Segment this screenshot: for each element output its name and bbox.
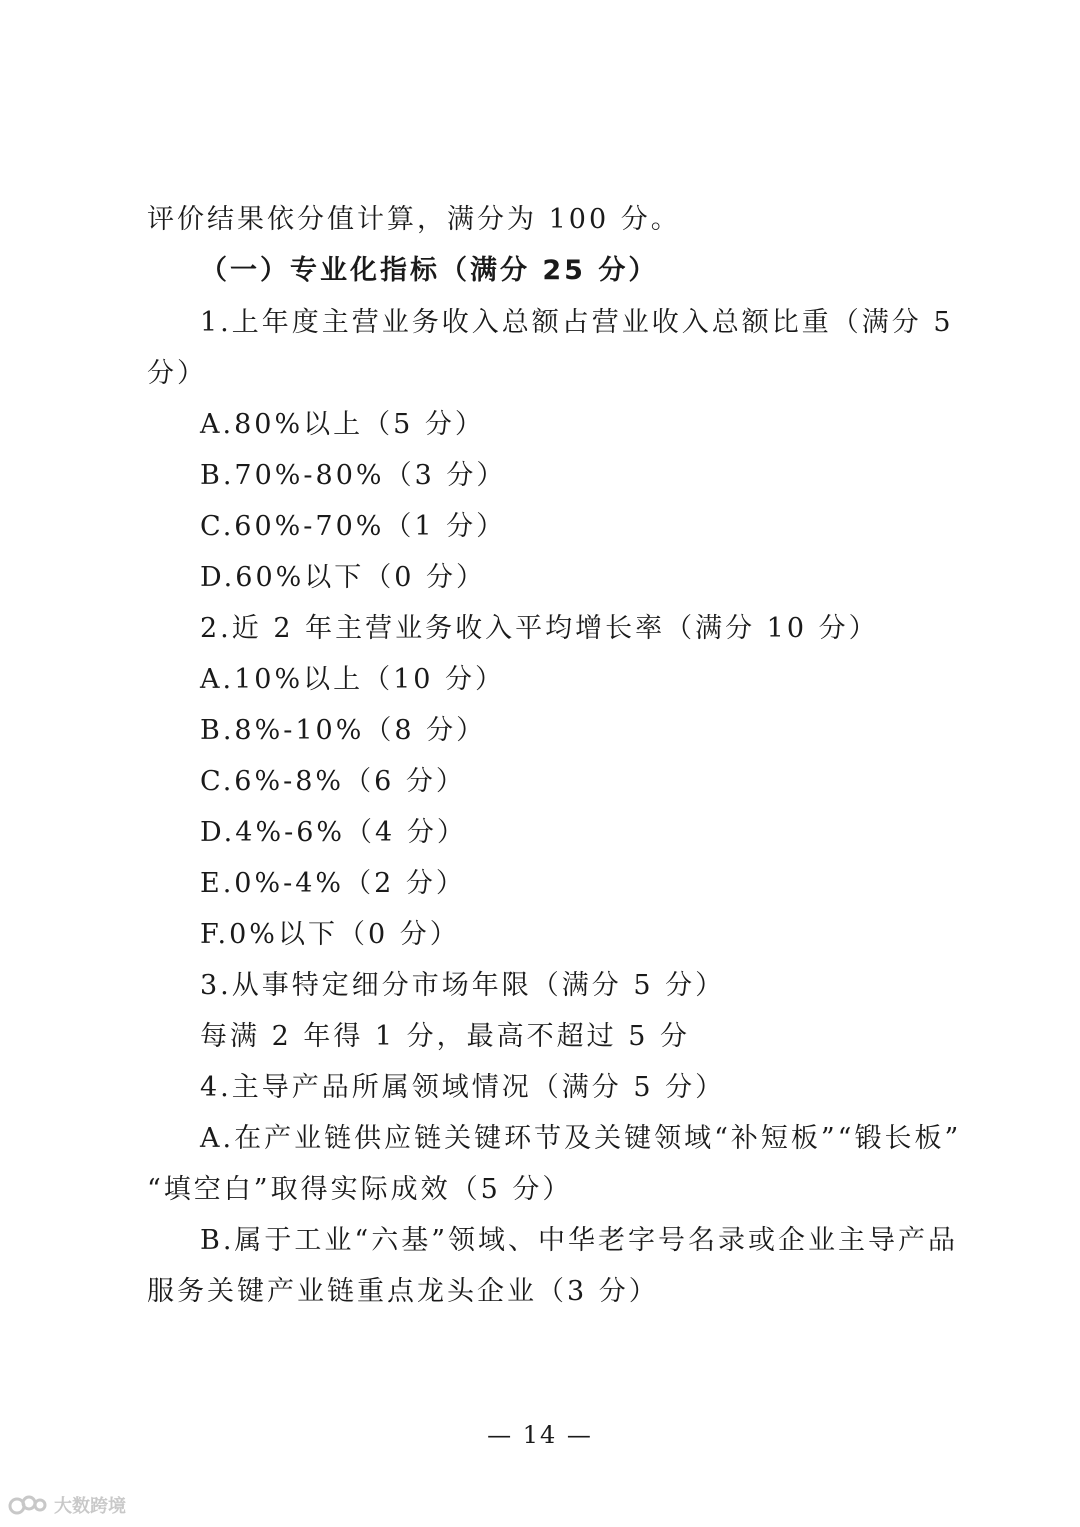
section-heading: （一）专业化指标（满分 25 分）	[200, 255, 659, 286]
text-line-6: B.70%-80%（3 分）	[200, 460, 507, 491]
text-line-9: 2.近 2 年主营业务收入平均增长率（满分 10 分）	[200, 613, 879, 644]
text-line-11: B.8%-10%（8 分）	[200, 715, 487, 746]
text-line-12: C.6%-8%（6 分）	[200, 766, 466, 797]
text-line-4: 分）	[147, 358, 207, 389]
text-line-17: 每满 2 年得 1 分，最高不超过 5 分	[200, 1021, 691, 1052]
text-line-7: C.60%-70%（1 分）	[200, 511, 507, 542]
text-line-19: A.在产业链供应链关键环节及关键领域“补短板”“锻长板”	[200, 1123, 962, 1154]
text-line-8: D.60%以下（0 分）	[200, 562, 487, 593]
text-line-14: E.0%-4%（2 分）	[200, 868, 466, 899]
text-line-1: 评价结果依分值计算，满分为 100 分。	[147, 204, 681, 235]
text-line-3: 1.上年度主营业务收入总额占营业收入总额比重（满分 5	[200, 307, 954, 338]
text-line-21: B.属于工业“六基”领域、中华老字号名录或企业主导产品	[200, 1225, 959, 1256]
text-line-16: 3.从事特定细分市场年限（满分 5 分）	[200, 970, 726, 1001]
text-line-18: 4.主导产品所属领域情况（满分 5 分）	[200, 1072, 726, 1103]
text-line-15: F.0%以下（0 分）	[200, 919, 460, 950]
page-number: — 14 —	[487, 1421, 593, 1449]
watermark-text: 大数跨境	[54, 1496, 126, 1517]
text-line-10: A.10%以上（10 分）	[200, 664, 506, 695]
brand-logo-icon	[8, 1492, 48, 1518]
watermark	[8, 1490, 126, 1520]
text-line-13: D.4%-6%（4 分）	[200, 817, 467, 848]
text-line-5: A.80%以上（5 分）	[200, 409, 485, 440]
text-line-22: 服务关键产业链重点龙头企业（3 分）	[147, 1276, 659, 1307]
text-line-20: “填空白”取得实际成效（5 分）	[147, 1174, 573, 1205]
